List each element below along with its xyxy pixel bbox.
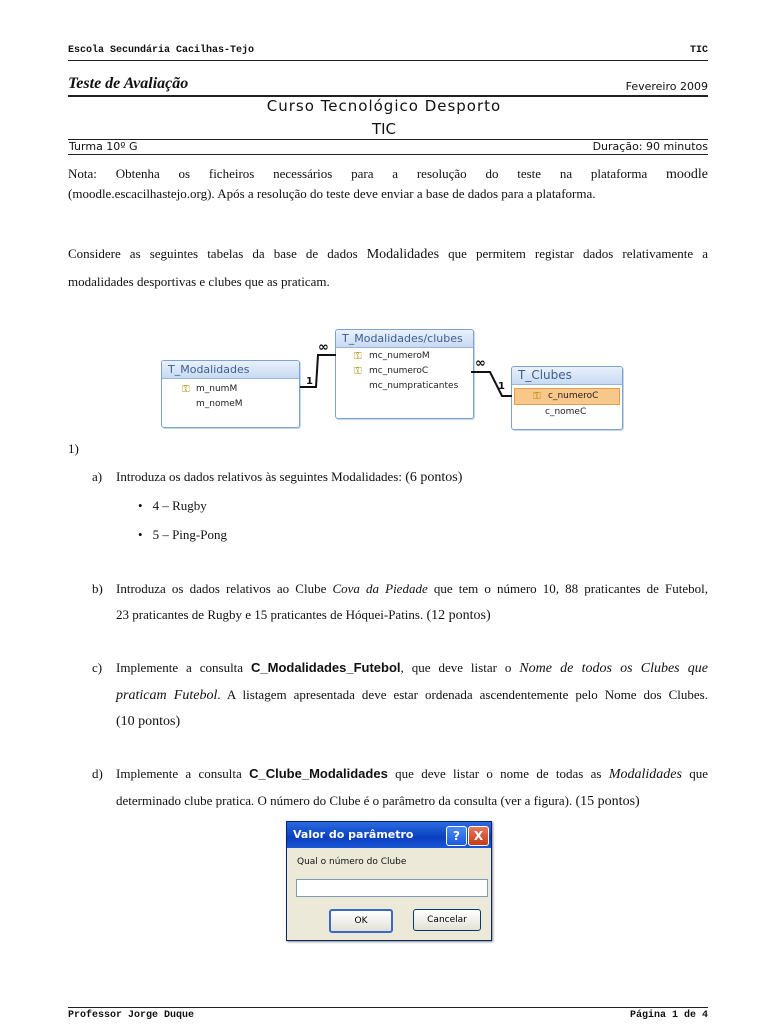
query-name-d: C_Clube_Modalidades (249, 766, 388, 781)
rel-one-2: 1 (498, 381, 505, 392)
key-icon: ⚿ (533, 391, 541, 402)
club-name: Cova da Piedade (332, 581, 428, 596)
item-d-label: d) (92, 766, 103, 781)
bullet-icon: • (138, 498, 143, 513)
item-d-points: (15 pontos) (575, 794, 640, 809)
query-name-c: C_Modalidades_Futebol (251, 660, 401, 675)
key-icon: ⚿ (354, 351, 362, 362)
class-rule-bottom (68, 154, 708, 155)
item-c-line-1: Implemente a consulta C_Modalidades_Futebol, que deve listar o Nome de todos os Clubes que (116, 660, 709, 676)
footer-author: Professor Jorge Duque (68, 1010, 195, 1021)
duration: Duração: 90 minutos (592, 140, 708, 153)
item-c-label: c) (92, 660, 103, 675)
item-c-points: (10 pontos) (116, 714, 181, 729)
item-a-points: (6 pontos) (405, 470, 463, 485)
table-modalidades-title: T_Modalidades (162, 361, 299, 379)
item-b-line-2: 23 praticantes de Rugby e 15 praticantes de Hóquei-Patins. (12 pontos) (116, 607, 491, 623)
db-name: Modalidades (366, 247, 440, 262)
field-mc-numerom: ⚿ mc_numeroM (354, 351, 430, 362)
field-mc-numpraticantes: mc_numpraticantes (369, 381, 459, 391)
note-label: Nota: (68, 166, 97, 181)
footer-page: Página 1 de 4 (629, 1010, 708, 1021)
test-title: Teste de Avaliação (68, 75, 189, 92)
field-m-numm: ⚿ m_numM (182, 384, 238, 395)
table-modalidades (161, 360, 300, 428)
school-name: Escola Secundária Cacilhas-Tejo (68, 45, 255, 56)
parameter-dialog (286, 821, 492, 941)
item-a-text: Introduza os dados relativos às seguintes Modalidades: (6 pontos) (116, 469, 463, 485)
test-date: Fevereiro 2009 (625, 80, 708, 93)
rel-many-1: ∞ (318, 340, 329, 355)
table-clubes-title: T_Clubes (512, 367, 622, 385)
item-c-line-2: praticam Futebol. A listagem apresentada deve estar ordenada ascendentemente pelo Nome dos Clubes. (116, 687, 708, 703)
field-c-nomec: c_nomeC (545, 407, 587, 417)
item-d-line-2: determinado clube pratica. O número do Clube é o parâmetro da consulta (ver a figura). (15 pontos) (116, 793, 640, 809)
subject-name: TIC (371, 120, 397, 138)
intro-line-2: modalidades desportivas e clubes que as praticam. (68, 274, 330, 289)
platform-name: moodle (666, 167, 709, 182)
dialog-prompt: Qual o número do Clube (297, 857, 407, 867)
key-icon: ⚿ (354, 366, 362, 377)
header-rule (68, 60, 708, 61)
ok-button[interactable]: OK (329, 909, 393, 933)
key-icon: ⚿ (182, 384, 190, 395)
bullet-rugby: • 4 – Rugby (138, 498, 207, 513)
course-name: Curso Tecnológico Desporto (266, 97, 502, 115)
class-label: Turma 10º G (69, 140, 138, 153)
rel-many-2: ∞ (475, 356, 486, 371)
footer-rule (68, 1007, 708, 1008)
item-d-line-1: Implemente a consulta C_Clube_Modalidades que deve listar o nome de todas as Modalidades que (116, 766, 709, 782)
help-button[interactable]: ? (446, 826, 467, 846)
subject-code: TIC (689, 45, 708, 56)
note-line-2: (moodle.escacilhastejo.org). Após a resolução do teste deve enviar a base de dados para a plataforma. (68, 186, 596, 201)
intro-line-1: Considere as seguintes tabelas da base de dados Modalidades que permitem registar dados relativamente a (68, 246, 709, 262)
item-b-line-1: Introduza os dados relativos ao Clube Cova da Piedade que tem o número 10, 88 praticantes de Futebol, (116, 581, 709, 596)
bullet-icon: • (138, 527, 143, 542)
item-b-label: b) (92, 581, 103, 596)
parameter-input[interactable] (296, 879, 488, 897)
field-mc-numeroc: ⚿ mc_numeroC (354, 366, 429, 377)
item-b-points: (12 pontos) (426, 608, 491, 623)
dialog-title-bar[interactable] (287, 822, 491, 848)
field-m-nomem: m_nomeM (196, 399, 243, 409)
rel-one-1: 1 (306, 376, 313, 387)
dialog-title: Valor do parâmetro (293, 828, 414, 841)
table-modalidades-clubes-title: T_Modalidades/clubes (336, 330, 473, 348)
question-number: 1) (68, 441, 79, 456)
relationship-line-2 (471, 372, 512, 396)
item-a-label: a) (92, 469, 103, 484)
cancel-button[interactable]: Cancelar (413, 909, 481, 931)
field-c-numeroc: ⚿ c_numeroC (514, 388, 620, 405)
close-button[interactable]: X (468, 826, 489, 846)
bullet-ping-pong: • 5 – Ping-Pong (138, 527, 227, 542)
note-line-1: Nota: Obtenha os ficheiros necessários para a resolução do teste na plataforma moodle (68, 166, 709, 182)
